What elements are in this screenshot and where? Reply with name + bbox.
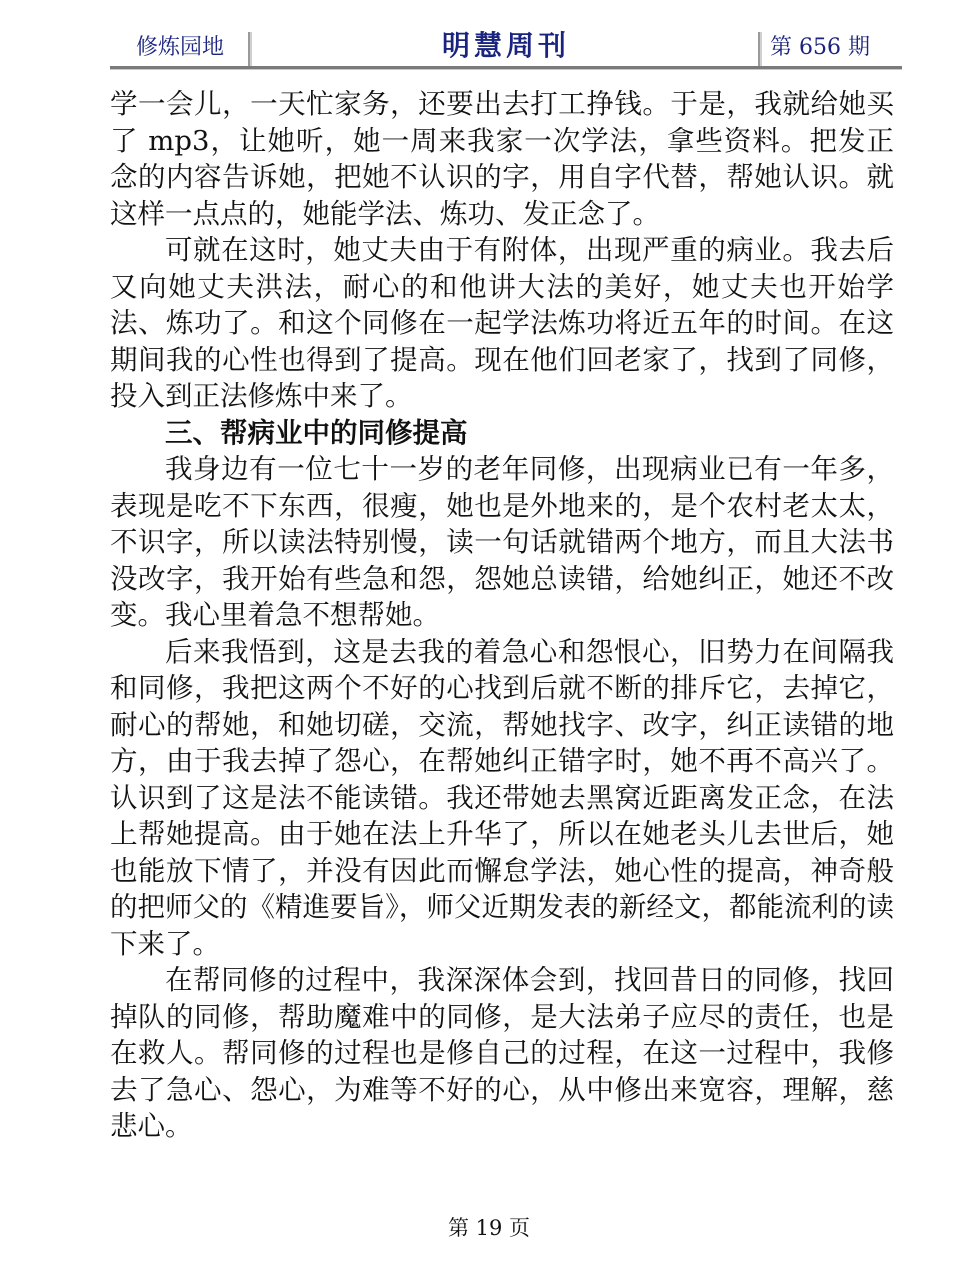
section-heading: 三、帮病业中的同修提高 [165, 416, 468, 449]
paragraph: 在帮同修的过程中，我深深体会到，找回昔日的同修，找回掉队的同修，帮助魔难中的同修，是大法弟子应尽的责任，也是在救人。帮同修的过程也是修自己的过程，在这一过程中，我修去了急心、怨心，为难等不好的心，从中修出来宽容，理解，慈悲心。 [110, 964, 894, 1142]
paragraph: 我身边有一位七十一岁的老年同修，出现病业已有一年多，表现是吃不下东西，很瘦，她也是外地来的，是个农村老太太，不识字，所以读法特别慢，读一句话就错两个地方，而且大法书没改字，我开始有些急和怨，怨她总读错，给她纠正，她还不改变。我心里着急不想帮她。 [110, 453, 894, 631]
page-number: 第 19 页 [447, 1216, 531, 1240]
paragraph-continued: 学一会儿，一天忙家务，还要出去打工挣钱。于是，我就给她买了 mp3，让她听，她一周来我家一次学法，拿些资料。把发正念的内容告诉她，把她不认识的字，用自字代替，帮她认识。就这样一点点的，她能学法、炼功、发正念了。 [110, 88, 894, 230]
page-header [110, 22, 902, 68]
publication-title: 明慧周刊 [441, 29, 570, 62]
header-rule [110, 66, 902, 70]
paragraph: 可就在这时，她丈夫由于有附体，出现严重的病业。我去后又向她丈夫洪法，耐心的和他讲大法的美好，她丈夫也开始学法、炼功了。和这个同修在一起学法炼功将近五年的时间。在这期间我的心性也得到了提高。现在他们回老家了，找到了同修，投入到正法修炼中来了。 [110, 234, 894, 412]
article-body [110, 86, 894, 1145]
issue-number: 第 656 期 [770, 35, 870, 60]
header-divider-right [758, 32, 760, 66]
section-name: 修炼园地 [136, 35, 225, 60]
paragraph: 后来我悟到，这是去我的着急心和怨恨心，旧势力在间隔我和同修，我把这两个不好的心找到后就不断的排斥它，去掉它，耐心的帮她，和她切磋，交流，帮她找字、改字，纠正读错的地方，由于我去掉了怨心，在帮她纠正错字时，她不再不高兴了。认识到了这是法不能读错。我还带她去黑窝近距离发正念，在法上帮她提高。由于她在法上升华了，所以在她老头儿去世后，她也能放下情了，并没有因此而懈怠学法，她心性的提高，神奇般的把师父的《精進要旨》，师父近期发表的新经文，都能流利的读下来了。 [110, 635, 894, 960]
